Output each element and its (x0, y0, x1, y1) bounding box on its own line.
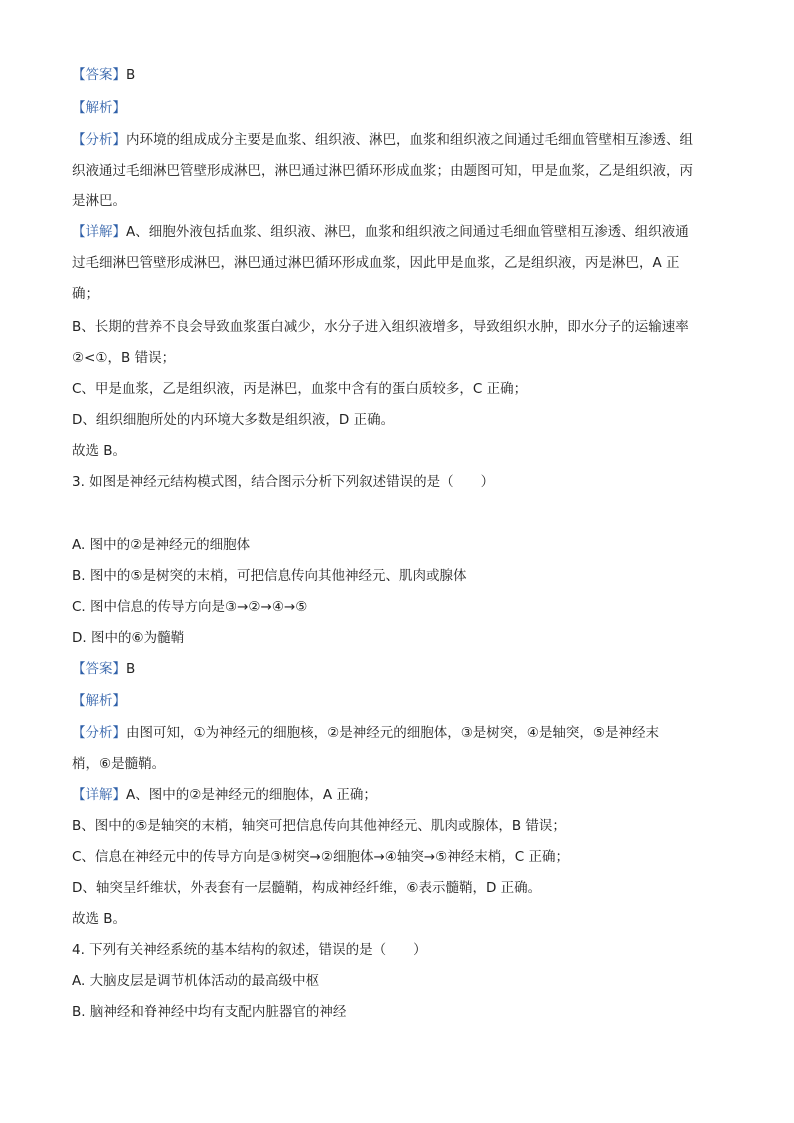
q3-option-c: C. 图中信息的传导方向是③→②→④→⑤ (72, 599, 308, 615)
q3-xiangjie-line (72, 786, 724, 804)
fenxi-text: 由图可知，①为神经元的细胞核，②是神经元的细胞体，③是树突，④是轴突，⑤是神经末 (126, 725, 660, 741)
q2-conclusion: 故选 B。 (72, 443, 127, 459)
q2-analysis-line (72, 99, 724, 117)
q2-fenxi-line-1 (72, 131, 724, 149)
q3-conclusion: 故选 B。 (72, 911, 127, 927)
answer-value: B (126, 661, 136, 677)
q2-c-line: C、甲是血浆，乙是组织液，丙是淋巴，血浆中含有的蛋白质较多，C 正确； (72, 381, 528, 397)
q2-xiangjie-line-2: 过毛细淋巴管壁形成淋巴，淋巴通过淋巴循环形成血浆，因此甲是血浆，乙是组织液，丙是淋巴，A 正 (72, 255, 680, 271)
fenxi-text: 内环境的组成成分主要是血浆、组织液、淋巴，血浆和组织液之间通过毛细血管壁相互渗透、组 (126, 132, 693, 148)
q3-analysis-line (72, 692, 724, 710)
q3-option-d: D. 图中的⑥为髓鞘 (72, 630, 185, 646)
q3-c-line: C、信息在神经元中的传导方向是③树突→②细胞体→④轴突→⑤神经末梢，C 正确； (72, 849, 569, 865)
answer-tag: 【答案】 (72, 67, 126, 83)
q2-xiangjie-line-1 (72, 223, 724, 241)
q2-fenxi-line-3: 是淋巴。 (72, 193, 126, 209)
answer-value: B (126, 67, 136, 83)
xiangjie-text: A、细胞外液包括血浆、组织液、淋巴，血浆和组织液之间通过毛细血管壁相互渗透、组织液通 (126, 224, 689, 240)
q3-fenxi-line-1 (72, 724, 724, 742)
q4-stem: 4. 下列有关神经系统的基本结构的叙述，错误的是（ ） (72, 942, 427, 958)
xiangjie-text: A、图中的②是神经元的细胞体，A 正确； (126, 787, 377, 803)
q2-b-line-1: B、长期的营养不良会导致血浆蛋白减少，水分子进入组织液增多，导致组织水肿，即水分子的运输速率 (72, 319, 689, 335)
xiangjie-tag: 【详解】 (72, 787, 126, 803)
q3-fenxi-line-2: 梢，⑥是髓鞘。 (72, 756, 166, 772)
fenxi-tag: 【分析】 (72, 725, 126, 741)
fenxi-tag: 【分析】 (72, 132, 126, 148)
q2-xiangjie-line-3: 确； (72, 286, 99, 302)
q3-b-line: B、图中的⑤是轴突的末梢，轴突可把信息传向其他神经元、肌肉或腺体，B 错误； (72, 818, 566, 834)
q2-b-line-2: ②<①，B 错误； (72, 350, 176, 366)
q3-option-b: B. 图中的⑤是树突的末梢，可把信息传向其他神经元、肌肉或腺体 (72, 568, 467, 584)
analysis-tag: 【解析】 (72, 693, 126, 709)
xiangjie-tag: 【详解】 (72, 224, 126, 240)
q4-option-b: B. 脑神经和脊神经中均有支配内脏器官的神经 (72, 1004, 347, 1020)
analysis-tag: 【解析】 (72, 100, 126, 116)
q4-option-a: A. 大脑皮层是调节机体活动的最高级中枢 (72, 973, 320, 989)
q2-answer-line (72, 66, 724, 84)
q3-d-line: D、轴突呈纤维状，外表套有一层髓鞘，构成神经纤维，⑥表示髓鞘，D 正确。 (72, 880, 542, 896)
answer-tag: 【答案】 (72, 661, 126, 677)
q3-stem: 3. 如图是神经元结构模式图，结合图示分析下列叙述错误的是（ ） (72, 474, 495, 490)
q3-answer-line (72, 660, 724, 678)
q2-fenxi-line-2: 织液通过毛细淋巴管壁形成淋巴，淋巴通过淋巴循环形成血浆；由题图可知，甲是血浆，乙是组织液，丙 (72, 163, 693, 179)
q3-option-a: A. 图中的②是神经元的细胞体 (72, 537, 251, 553)
q2-d-line: D、组织细胞所处的内环境大多数是组织液，D 正确。 (72, 412, 395, 428)
